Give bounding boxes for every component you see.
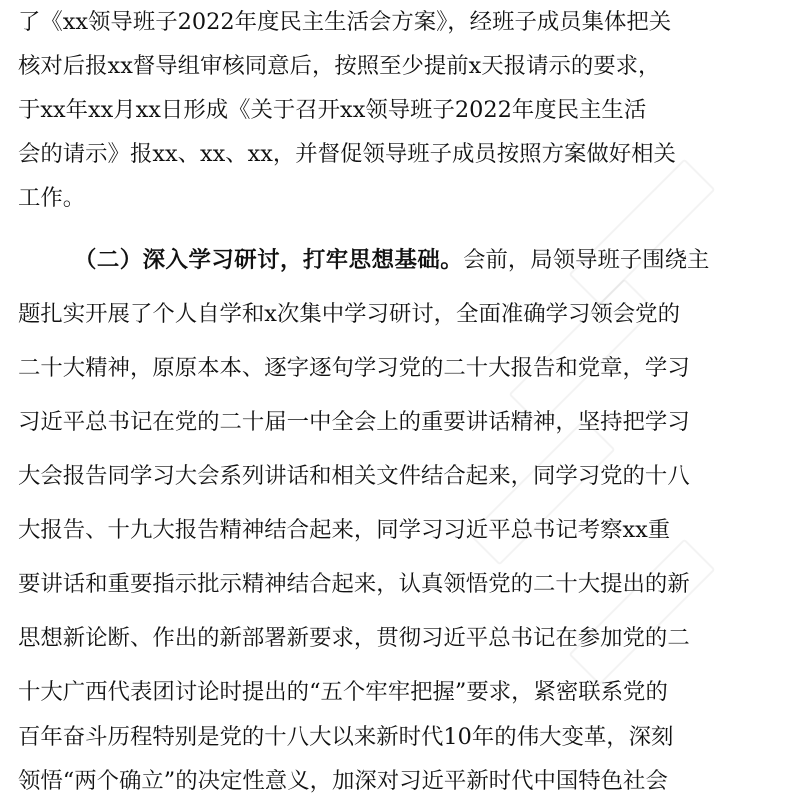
paragraph-line: 了《xx领导班子2022年度民主生活会方案》，经班子成员集体把关 xyxy=(18,9,672,35)
paragraph-line: 十大广西代表团讨论时提出的“五个牢牢把握”要求，紧密联系党的 xyxy=(18,679,668,705)
paragraph-line: 于xx年xx月xx日形成《关于召开xx领导班子2022年度民主生活 xyxy=(18,97,647,123)
paragraph-line: 大报告、十九大报告精神结合起来，同学习习近平总书记考察xx重 xyxy=(18,517,671,543)
watermark-mark xyxy=(568,158,715,305)
paragraph-line: 百年奋斗历程特别是党的十八大以来新时代10年的伟大变革，深刻 xyxy=(18,724,674,750)
paragraph-line: 题扎实开展了个人自学和x次集中学习研讨，全面准确学习领会党的 xyxy=(18,301,680,327)
paragraph-line: 核对后报xx督导组审核同意后，按照至少提前x天报请示的要求， xyxy=(18,53,661,79)
watermark-mark xyxy=(568,538,715,685)
paragraph-line: 工作。 xyxy=(18,185,86,211)
section-2-first-line xyxy=(74,238,709,282)
section-2-heading: （二）深入学习研讨，打牢思想基础。 xyxy=(74,247,464,273)
paragraph-line: 二十大精神，原原本本、逐字逐句学习党的二十大报告和党章，学习 xyxy=(18,355,690,381)
section-2-first-line-rest: 会前，局领导班子围绕主 xyxy=(463,247,710,273)
paragraph-line: 会的请示》报xx、xx、xx，并督促领导班子成员按照方案做好相关 xyxy=(18,141,676,167)
paragraph-line: 大会报告同学习大会系列讲话和相关文件结合起来，同学习党的十八 xyxy=(18,463,690,489)
paragraph-line: 领悟“两个确立”的决定性意义，加深对习近平新时代中国特色社会 xyxy=(18,768,668,794)
paragraph-line: 思想新论断、作出的新部署新要求，贯彻习近平总书记在参加党的二 xyxy=(18,625,690,651)
paragraph-line: 要讲话和重要指示批示精神结合起来，认真领悟党的二十大提出的新 xyxy=(18,571,690,597)
paragraph-line: 习近平总书记在党的二十届一中全会上的重要讲话精神，坚持把学习 xyxy=(18,409,690,435)
